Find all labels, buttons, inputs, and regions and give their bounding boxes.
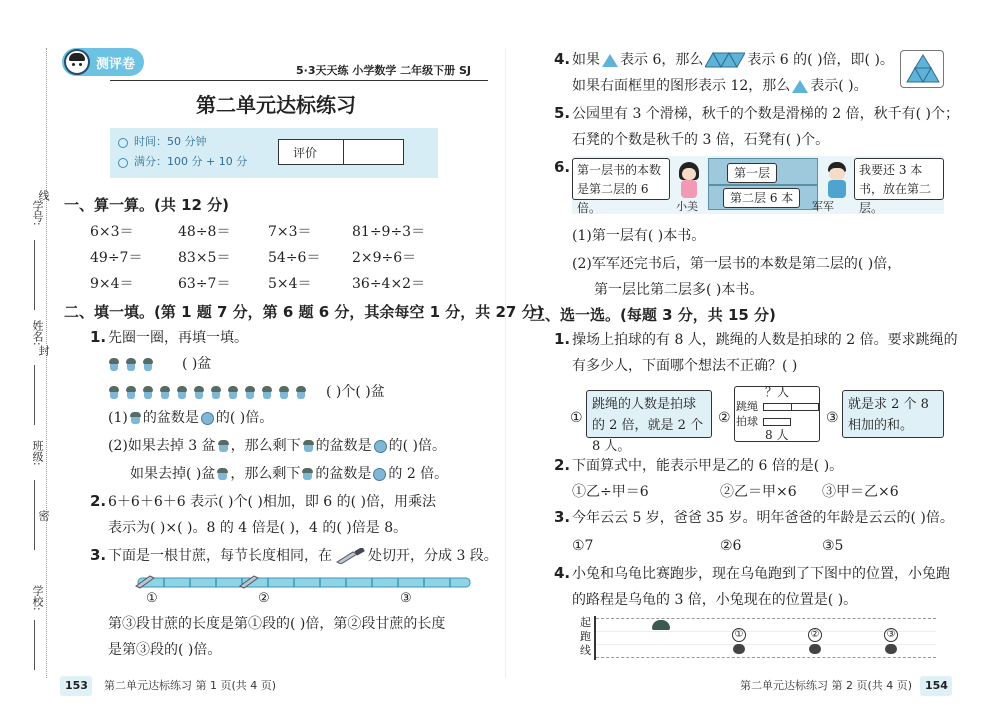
test-badge xyxy=(62,48,144,76)
pot-icon xyxy=(125,358,137,371)
s3-q1-line-1: 操场上拍球的有 8 人，跳绳的人数是拍球的 2 倍。要求跳绳的 xyxy=(572,332,958,348)
eval-field[interactable] xyxy=(344,140,403,164)
q5-line-1[interactable]: 公园里有 3 个滑梯，秋千的个数是滑梯的 2 倍，秋千有( )个； xyxy=(572,106,959,122)
q3-line-2[interactable]: 第③段甘蔗的长度是第①段的( )倍，第②段甘蔗的长度 xyxy=(108,616,446,632)
right-page-number: 154 xyxy=(925,679,948,692)
calc-0-1: 48÷8＝ xyxy=(178,224,231,240)
round-pot-icon xyxy=(373,468,386,481)
q1-l3-b: ，那么剩下 xyxy=(230,466,301,482)
q4-l1-b: 表示 6，那么 xyxy=(620,52,704,68)
section-2-heading: 二、填一填。(第 1 题 7 分，第 6 题 6 分，其余每空 1 分，共 27 分) xyxy=(64,303,544,321)
q4-l2-a: 如果右面框里的图形表示 12，那么 xyxy=(572,78,791,94)
q1-l3-a[interactable]: 如果去掉( )盆 xyxy=(130,466,216,482)
s3-q1-number: 1. xyxy=(554,330,571,348)
q4-l1-c[interactable]: 表示 6 的( )倍，即( )。 xyxy=(747,52,894,68)
calc-2-1: 63÷7＝ xyxy=(178,276,231,292)
rabbit-icon xyxy=(885,644,897,654)
q4-l1-a: 如果 xyxy=(572,52,600,68)
student-id-field[interactable] xyxy=(34,240,35,310)
left-page-number-badge xyxy=(60,676,92,696)
small-pot-icon xyxy=(302,468,313,480)
option-a-number[interactable]: ① xyxy=(570,410,583,426)
q4-line-2 xyxy=(572,76,868,96)
calc-1-0: 49÷7＝ xyxy=(90,250,143,266)
girl-icon xyxy=(674,160,704,200)
q1-number: 1. xyxy=(90,328,107,346)
jump-bar xyxy=(763,403,819,411)
ball-bar xyxy=(763,418,791,426)
four-triangles-icon xyxy=(705,52,745,68)
option-a-box: 跳绳的人数是拍球的 2 倍，就是 2 个 8 人。 xyxy=(586,390,712,438)
knife-icon xyxy=(335,548,365,564)
s3-q3-line[interactable]: 今年云云 5 岁，爸爸 35 岁。明年爸爸的年龄是云云的( )倍。 xyxy=(572,510,954,526)
section-3-heading: 三、选一选。(每题 3 分，共 15 分) xyxy=(530,306,776,324)
header-rule xyxy=(110,80,488,81)
binding-line-label: 线 xyxy=(37,190,50,201)
race-track xyxy=(572,614,942,662)
cane-label-3: ③ xyxy=(400,591,412,606)
school-label: 学校: xyxy=(31,585,44,611)
boy-name: 军军 xyxy=(812,200,834,213)
eval-box xyxy=(278,139,404,165)
bookshelf xyxy=(708,158,818,210)
s3-q2-opt-1[interactable]: ①乙÷甲＝6 xyxy=(572,484,649,500)
option-c-number[interactable]: ③ xyxy=(826,410,839,426)
q2-line-2[interactable]: 表示为( )×( )。8 的 4 倍是( )，4 的( )倍是 8。 xyxy=(108,520,408,536)
library-scene xyxy=(572,156,944,214)
opt-b-row2-label: 拍球 xyxy=(736,415,758,428)
cane-label-2: ② xyxy=(258,591,270,606)
left-footer-text: 第二单元达标练习 第 1 页(共 4 页) xyxy=(104,679,277,692)
binding-line xyxy=(46,48,47,678)
calc-2-2: 5×4＝ xyxy=(268,276,312,292)
shelf-top-label: 第一层 xyxy=(727,163,777,183)
calc-0-3: 81÷9÷3＝ xyxy=(352,224,426,240)
s3-q4-line-1: 小兔和乌龟比赛跑步，现在乌龟跑到了下图中的位置，小兔跑 xyxy=(572,566,950,582)
s3-q2-number: 2. xyxy=(554,456,571,474)
check-icon xyxy=(118,158,128,168)
q1-l2-c: 的盆数是 xyxy=(315,438,372,454)
speech-bubble-girl: 第一层书的本数是第二层的 6 倍。 xyxy=(572,158,670,200)
s3-q2-line[interactable]: 下面算式中，能表示甲是乙的 6 倍的是( )。 xyxy=(572,458,844,474)
calc-1-2: 54÷6＝ xyxy=(268,250,321,266)
small-pot-icon xyxy=(130,412,141,424)
calc-2-0: 9×4＝ xyxy=(90,276,134,292)
q6-number: 6. xyxy=(554,158,571,176)
s3-q2-opt-3[interactable]: ③甲＝乙×6 xyxy=(822,484,899,500)
q1-line-1 xyxy=(108,408,273,428)
q1-row1-blank[interactable]: ( )盆 xyxy=(182,356,212,372)
q3-line1-a: 下面是一根甘蔗，每节长度相同，在 xyxy=(108,548,332,564)
q5-line-2[interactable]: 石凳的个数是秋千的 3 倍，石凳有( )个。 xyxy=(572,132,830,148)
right-page-number-badge xyxy=(920,676,952,696)
q3-line-1 xyxy=(108,546,498,566)
binding-seal-label: 封 xyxy=(37,345,50,356)
position-1[interactable]: ① xyxy=(732,628,746,642)
shelf-bottom-label: 第二层 6 本 xyxy=(723,188,800,208)
binding-close-label: 密 xyxy=(37,510,50,521)
q1-l1-suffix[interactable]: 的( )倍。 xyxy=(215,410,274,426)
position-2[interactable]: ② xyxy=(808,628,822,642)
q1-line-2 xyxy=(108,436,446,456)
s3-q4-line-2[interactable]: 的路程是乌龟的 3 倍，小兔现在的位置是( )。 xyxy=(572,592,858,608)
q1-line-3 xyxy=(130,464,448,484)
triangle-icon xyxy=(602,54,618,67)
q2-line-1[interactable]: 6＋6＋6＋6 表示( )个( )相加，即 6 的( )倍，用乘法 xyxy=(108,494,437,510)
q5-number: 5. xyxy=(554,104,571,122)
calc-1-3: 2×9÷6＝ xyxy=(352,250,417,266)
opt-b-row1-label: 跳绳 xyxy=(736,400,758,413)
option-c-box: 就是求 2 个 8 相加的和。 xyxy=(842,390,944,438)
small-pot-icon xyxy=(303,440,314,452)
small-pot-icon xyxy=(218,440,229,452)
q2-number: 2. xyxy=(90,492,107,510)
opt-b-top-label: ？人 xyxy=(765,385,790,399)
name-label: 姓名: xyxy=(31,320,44,346)
position-3[interactable]: ③ xyxy=(884,628,898,642)
q1-l2-a: (2)如果去掉 3 盆 xyxy=(108,438,216,454)
q1-l2-b: ，那么剩下 xyxy=(230,438,301,454)
time-limit: 时间：50 分钟 xyxy=(134,135,207,148)
q1-l3-d: 的 2 倍。 xyxy=(388,466,449,482)
girl-name: 小美 xyxy=(676,200,698,213)
boy-icon xyxy=(822,160,852,200)
page-gutter xyxy=(505,48,506,678)
full-score: 满分：100 分 + 10 分 xyxy=(134,155,248,168)
q1-l2-d[interactable]: 的( )倍。 xyxy=(388,438,447,454)
cane-label-1: ① xyxy=(146,591,158,606)
rabbit-icon xyxy=(809,644,821,654)
q3-line-3[interactable]: 是第③段的( )倍。 xyxy=(108,642,222,658)
student-id-label: 学号: xyxy=(31,200,44,226)
round-pot-icon xyxy=(201,412,214,425)
q4-line-1 xyxy=(572,50,894,70)
pot-icon xyxy=(108,358,120,371)
class-field[interactable] xyxy=(34,480,35,550)
s3-q3-number: 3. xyxy=(554,508,571,526)
option-b-number[interactable]: ② xyxy=(718,410,731,426)
student-avatar-icon xyxy=(64,49,90,75)
q4-number: 4. xyxy=(554,50,571,68)
calc-2-3: 36÷4×2＝ xyxy=(352,276,426,292)
triangle-frame xyxy=(900,50,944,88)
q6-sub-2b[interactable]: 第一层比第二层多( )本书。 xyxy=(594,282,764,298)
s3-q3-opt-3[interactable]: ③5 xyxy=(822,538,844,554)
badge-label: 测评卷 xyxy=(96,57,136,72)
q1-l1-prefix: (1) xyxy=(108,410,128,426)
opt-b-bottom-label: 8 人 xyxy=(765,428,789,442)
calc-0-2: 7×3＝ xyxy=(268,224,312,240)
name-field[interactable] xyxy=(34,365,35,425)
pot-row-2 xyxy=(108,384,312,403)
q3-number: 3. xyxy=(90,546,107,564)
eval-label: 评价 xyxy=(293,146,318,160)
s3-q1-line-2[interactable]: 有多少人，下面哪个想法不正确？( ) xyxy=(572,358,798,374)
right-footer-text: 第二单元达标练习 第 2 页(共 4 页) xyxy=(740,679,913,692)
q1-l3-c: 的盆数是 xyxy=(315,466,372,482)
school-field[interactable] xyxy=(34,620,35,670)
s3-q3-opt-1[interactable]: ①7 xyxy=(572,538,594,554)
info-box xyxy=(110,128,438,178)
q1-l1-mid: 的盆数是 xyxy=(142,410,199,426)
section-1-heading: 一、算一算。(共 12 分) xyxy=(64,196,230,214)
speech-bubble-boy: 我要还 3 本书，放在第二层。 xyxy=(854,158,944,200)
clock-icon xyxy=(118,138,128,148)
q4-l2-b[interactable]: 表示( )。 xyxy=(810,78,868,94)
calc-1-1: 83×5＝ xyxy=(178,250,231,266)
triangle-group-icon xyxy=(901,51,945,89)
calc-0-0: 6×3＝ xyxy=(90,224,134,240)
start-line-label: 起跑线 xyxy=(580,616,591,657)
left-page-number: 153 xyxy=(65,679,88,692)
round-pot-icon xyxy=(374,440,387,453)
pot-row-1 xyxy=(108,356,159,375)
sugarcane-diagram xyxy=(130,570,480,610)
q3-line1-b: 处切开，分成 3 段。 xyxy=(368,548,498,564)
s3-q3-opt-2[interactable]: ②6 xyxy=(720,538,742,554)
s3-q4-number: 4. xyxy=(554,564,571,582)
pot-icon xyxy=(142,358,154,371)
triangle-icon xyxy=(792,80,808,93)
q6-sub-1[interactable]: (1)第一层有( )本书。 xyxy=(572,228,706,244)
s3-q2-opt-2[interactable]: ②乙＝甲×6 xyxy=(720,484,797,500)
rabbit-icon xyxy=(733,644,745,654)
page-title: 第二单元达标练习 xyxy=(196,93,356,117)
option-b-diagram xyxy=(734,386,820,442)
small-pot-icon xyxy=(217,468,228,480)
turtle-icon xyxy=(652,620,670,630)
q1-instruction: 先圈一圈，再填一填。 xyxy=(108,330,248,346)
class-label: 班级: xyxy=(31,440,44,466)
series-header: 5·3天天练 小学数学 二年级下册 SJ xyxy=(296,64,471,77)
q6-sub-2a[interactable]: (2)军军还完书后，第一层书的本数是第二层的( )倍， xyxy=(572,256,902,272)
q1-row2-blanks[interactable]: ( )个( )盆 xyxy=(326,384,385,400)
